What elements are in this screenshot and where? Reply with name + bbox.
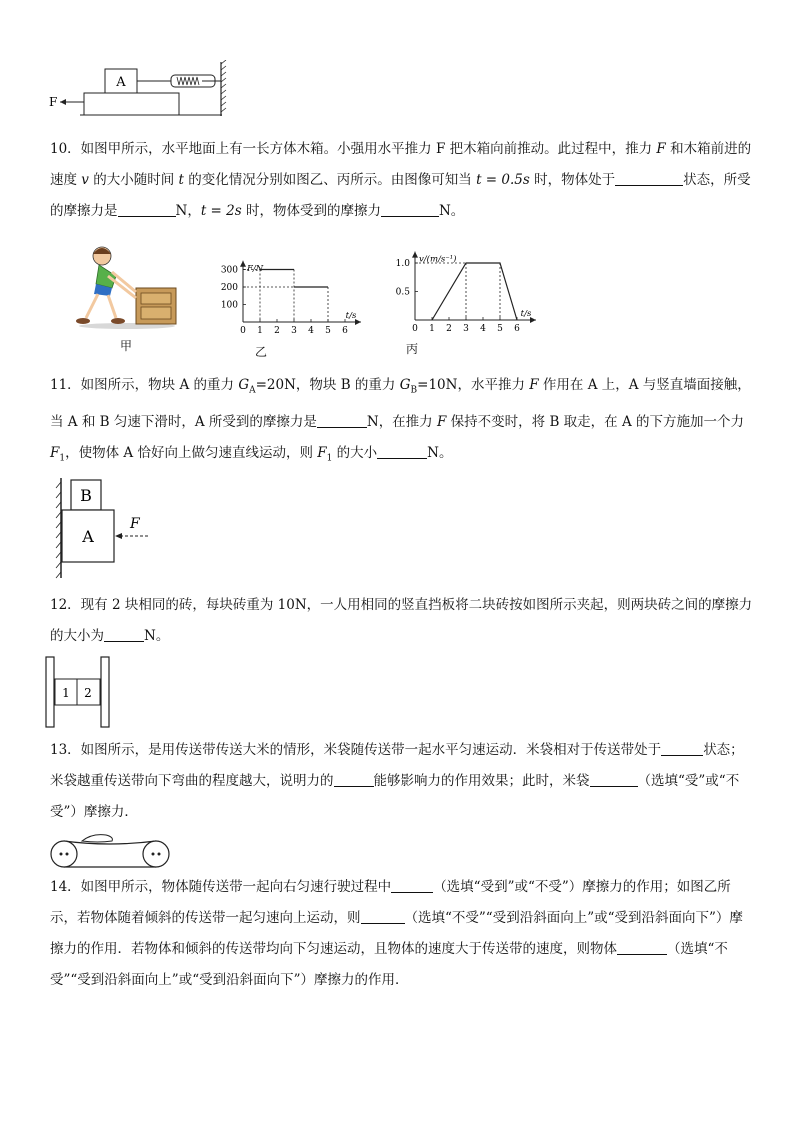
question-11: 11．如图所示，物块 A 的重力 $G_A=20N$，物块 B 的重力 $G_B=10N$，水平推力 F 作用在 A 上，A 与竖直墙面接触，当 A 和 B 匀速下滑时，A 所受到的摩擦力是 N，在推力 F 保持不变时，将 B 取走，在 A 的下方施加一个力 $F_1$，使物体 A 恰好向上做匀速直线运动，则 $F_1$ 的大小 N。 xyxy=(50,377,751,464)
x-tick-label: 1 xyxy=(257,326,263,336)
figure-bricks-between-boards xyxy=(44,655,116,731)
answer-blank[interactable] xyxy=(381,201,439,217)
brick-2-label: 2 xyxy=(84,686,92,700)
y-tick-label: 300 xyxy=(220,265,238,276)
y-axis-label: F/N xyxy=(247,263,264,274)
boy xyxy=(76,247,136,324)
wall xyxy=(221,60,226,116)
chart-force-time xyxy=(205,238,375,338)
force-label: F xyxy=(130,516,140,532)
y-tick-label: 200 xyxy=(220,283,238,293)
question-14: 14．如图甲所示，物体随传送带一起向右匀速行驶过程中 （选填“受到”或“不受”）摩擦力的作用；如图乙所示，若物体随着倾斜的传送带一起匀速向上运动，则 （选填“不受”“受到沿斜面向上”或“受到沿斜面向下”）摩擦力的作用．若物体和倾斜的传送带均向下匀速运动，且物体的速度大于传送带的速度，则物体 （选填“不受”“受到沿斜面向上”或“受到沿斜面向下”）摩擦力的作用． xyxy=(50,879,743,988)
block-a-label: A xyxy=(116,75,126,90)
answer-blank[interactable] xyxy=(118,201,176,217)
rice-bag xyxy=(82,835,112,842)
figure-blocks-on-wall xyxy=(52,476,162,580)
board xyxy=(84,93,179,115)
question-10: 10．如图甲所示，水平地面上有一长方体木箱。小强用水平推力 F 把木箱向前推动。此过程中，推力 F 和木箱前进的速度 v 的大小随时间 t 的变化情况分别如图乙、丙所示。由图像可知当 t = 0.5s 时，物体处于 状态，所受的摩擦力是 N，t = 2s 时，物体受到的摩擦力 N。 xyxy=(50,141,752,219)
x-tick-label: 5 xyxy=(325,326,331,336)
answer-blank[interactable] xyxy=(361,908,405,924)
x-axis-label: t/s xyxy=(520,309,532,319)
question-13: 13．如图所示，是用传送带传送大米的情形，米袋随传送带一起水平匀速运动．米袋相对于传送带处于 状态；米袋越重传送带向下弯曲的程度越大，说明力的 能够影响力的作用效果；此时，米袋 （选填“受”或“不受”）摩擦力． xyxy=(50,742,744,820)
brick-1-label: 1 xyxy=(62,686,70,700)
answer-blank[interactable] xyxy=(391,877,433,893)
x-tick-label: 0 xyxy=(412,324,418,334)
figure-boy-pushing-box xyxy=(72,240,182,330)
answer-blank[interactable] xyxy=(377,443,427,459)
spring-scale xyxy=(171,75,215,87)
block-b-label: B xyxy=(80,486,92,505)
y-tick-label: 0.5 xyxy=(395,287,410,298)
answer-blank[interactable] xyxy=(661,740,703,756)
answer-blank[interactable] xyxy=(617,939,667,955)
y-axis-label: v/(m/s⁻¹) xyxy=(419,254,457,265)
figure-block-spring-scale xyxy=(44,60,234,122)
answer-blank[interactable] xyxy=(104,626,144,642)
right-roller xyxy=(143,841,169,867)
caption-jia: 甲 xyxy=(120,339,133,353)
x-tick-label: 4 xyxy=(480,324,486,334)
block-a-label: A xyxy=(82,527,94,546)
left-board xyxy=(46,657,54,727)
x-tick-label: 3 xyxy=(463,324,469,334)
x-tick-label: 4 xyxy=(308,326,314,336)
x-tick-label: 0 xyxy=(240,326,246,336)
x-tick-label: 2 xyxy=(274,326,280,336)
y-tick-label: 100 xyxy=(220,300,238,311)
caption-yi: 乙 xyxy=(255,345,268,359)
caption-bing: 丙 xyxy=(406,342,419,356)
answer-blank[interactable] xyxy=(590,771,638,787)
y-axis-arrow xyxy=(412,252,418,258)
figure-conveyor-rice-bag xyxy=(44,828,179,872)
right-board xyxy=(101,657,109,727)
y-tick-label: 1.0 xyxy=(395,259,410,269)
x-axis-label: t/s xyxy=(345,311,357,321)
x-tick-label: 6 xyxy=(514,324,520,334)
x-tick-label: 6 xyxy=(342,326,348,336)
question-12: 12．现有 2 块相同的砖，每块砖重为 10N，一人用相同的竖直挡板将二块砖按如图所示夹起，则两块砖之间的摩擦力的大小为 N。 xyxy=(50,597,753,644)
answer-blank[interactable] xyxy=(317,412,367,428)
chart-velocity-time xyxy=(385,238,550,338)
answer-blank[interactable] xyxy=(334,771,374,787)
force-label: F xyxy=(49,95,58,109)
x-tick-label: 2 xyxy=(446,324,452,334)
series-line xyxy=(432,263,517,320)
left-roller xyxy=(51,841,77,867)
answer-blank[interactable] xyxy=(615,170,683,186)
x-tick-label: 3 xyxy=(291,326,297,336)
y-axis-arrow xyxy=(240,261,246,267)
wooden-box xyxy=(136,288,176,324)
x-tick-label: 5 xyxy=(497,324,503,334)
x-tick-label: 1 xyxy=(429,324,435,334)
